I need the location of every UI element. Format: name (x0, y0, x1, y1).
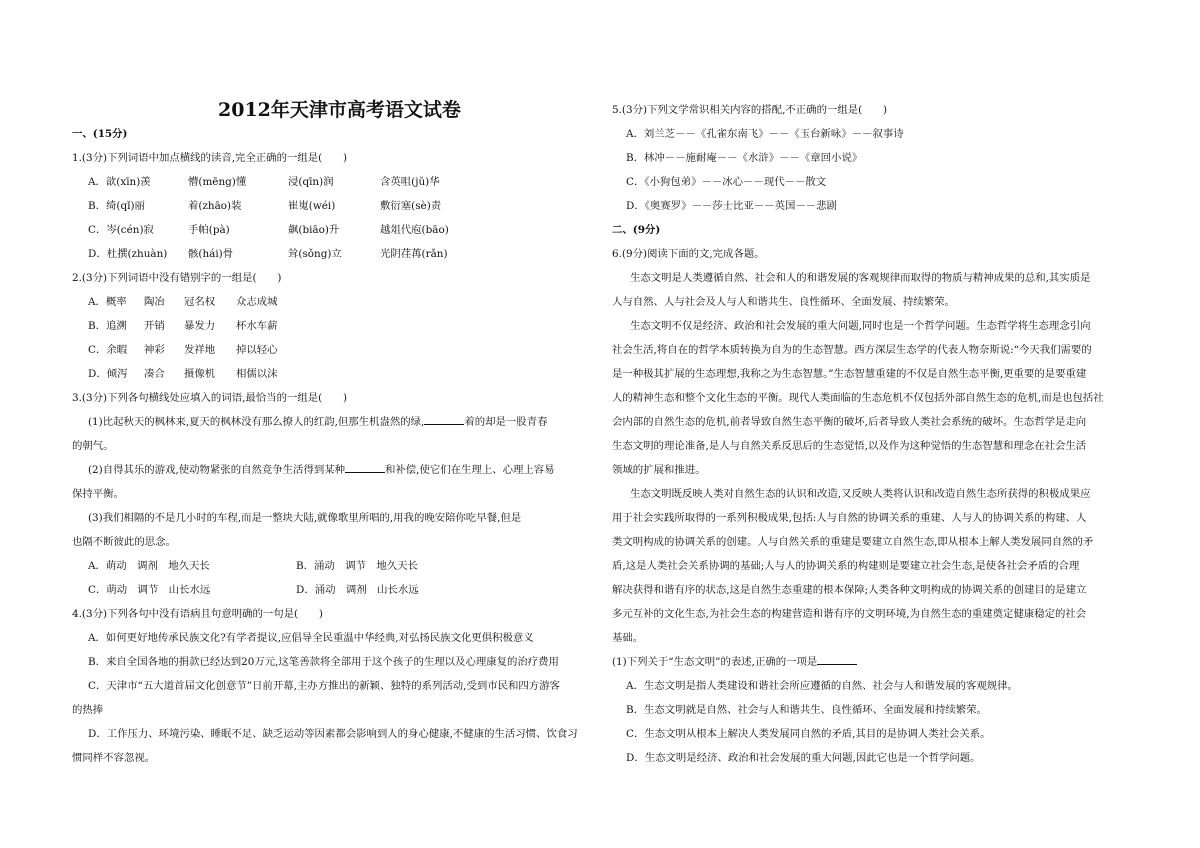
q1-c-word-2: 手帕(pà) (188, 224, 230, 236)
q5-stem: 5.(3分)下列文学常识相关内容的搭配,不正确的一组是( ) (612, 104, 888, 116)
q4-stem: 4.(3分)下列各句中没有语病且句意明确的一句是( ) (72, 608, 323, 620)
q1-b-word-1: B．绮(qǐ)丽 (88, 200, 145, 212)
q3-sentence-2 (88, 463, 555, 477)
q5-option-b: B．林冲－－施耐庵－－《水浒》－－《章回小说》 (626, 152, 863, 164)
q2-a-word-2: 陶冶 (144, 296, 165, 308)
q4-option-d-cont: 惯同样不容忽视。 (72, 752, 156, 764)
q6-p3-line-1: 生态文明既反映人类对自然生态的认识和改造,又反映人类将认识和改造自然生态所获得的积极成果应 (630, 488, 1091, 500)
q6-p1-line-2: 人与自然、人与社会及人与人和谐共生、良性循环、全面发展、持续繁荣。 (612, 296, 955, 308)
q2-b-word-2: 开销 (144, 320, 165, 332)
q1-c-word-1: C．岑(cén)寂 (88, 224, 154, 236)
q1-b-word-4: 敷衍塞(sè)责 (380, 200, 442, 212)
q2-c-word-2: 神彩 (144, 344, 165, 356)
q6-p1-line-1: 生态文明是人类遵循自然、社会和人的和谐发展的客观规律而取得的物质与精神成果的总和,其实质是 (630, 272, 1091, 284)
q3-option-b: B．涌动 调节 地久天长 (296, 560, 418, 572)
q6-sub1-option-a: A．生态文明是指人类建设和谐社会所应遵循的自然、社会与人和谐发展的客观规律。 (626, 680, 1018, 692)
q1-a-word-4: 含英咀(jǔ)华 (380, 176, 440, 188)
q6-p3-line-3: 类文明构成的协调关系的创建。人与自然关系的重建是要建立自然生态,即从根本上解人类发展同自然的矛 (612, 536, 1094, 548)
q2-a-word-1: A．概率 (88, 296, 127, 308)
q2-b-word-4: 杯水车薪 (236, 320, 278, 332)
q1-option-a (88, 175, 440, 189)
q2-option-c (88, 343, 278, 357)
q4-option-c-cont: 的热捧 (72, 704, 104, 716)
q2-c-word-3: 发祥地 (184, 344, 216, 356)
q6-sub1-stem (612, 655, 857, 669)
q3-s2-blank (345, 463, 385, 473)
q3-s1-part-2: 着的却是一股青春 (464, 416, 548, 428)
q2-b-word-1: B．追溯 (88, 320, 127, 332)
q2-d-word-2: 凑合 (144, 368, 165, 380)
q2-d-word-1: D．倾泻 (88, 368, 128, 380)
q6-stem: 6.(9分)阅读下面的文,完成各题。 (612, 248, 765, 260)
q6-p3-line-2: 用于社会实践所取得的一系列积极成果,包括:人与自然的协调关系的重建、人与人的协调关系的构建、人 (612, 512, 1087, 524)
q2-b-word-3: 暴发力 (184, 320, 216, 332)
q1-stem: 1.(3分)下列词语中加点横线的读音,完全正确的一组是( ) (72, 152, 348, 164)
q2-a-word-3: 冠名权 (184, 296, 216, 308)
q1-c-word-4: 越俎代庖(bāo) (380, 224, 449, 236)
q2-option-b (88, 319, 278, 333)
q1-option-d (88, 247, 448, 261)
q3-sentence-2-cont: 保持平衡。 (72, 488, 124, 500)
q6-p2-line-5: 会内部的自然生态的危机,前者导致自然生态平衡的破坏,后者导致人类社会系统的破坏。生态哲学是走向 (612, 416, 1087, 428)
section-heading-1: 一、(15分) (72, 128, 128, 140)
q2-stem: 2.(3分)下列词语中没有错别字的一组是( ) (72, 272, 282, 284)
q1-d-word-2: 骸(hái)骨 (188, 248, 234, 260)
q2-c-word-1: C．余暇 (88, 344, 128, 356)
q6-p3-line-7: 基础。 (612, 632, 644, 644)
q1-option-b (88, 199, 441, 213)
q2-option-a (88, 295, 278, 309)
q6-sub1-option-b: B．生态文明就是自然、社会与人和谐共生、良性循环、全面发展和持续繁荣。 (626, 704, 987, 716)
q2-d-word-3: 摄像机 (184, 368, 216, 380)
q1-d-word-1: D．杜撰(zhuàn) (88, 248, 168, 260)
q5-option-d: D．《奥赛罗》－－莎士比亚－－英国－－悲剧 (626, 200, 837, 212)
q4-option-c: C．天津市“五大道首届文化创意节”日前开幕,主办方推出的新颖、独特的系列活动,受到市民和四方游客 (88, 680, 560, 692)
q6-p2-line-3: 是一种极其扩展的生态理想,我称之为生态智慧。”生态智慧重建的不仅是自然生态平衡,更重要的是要重建 (612, 368, 1087, 380)
q4-option-b: B．来自全国各地的捐款已经达到20万元,这笔善款将全部用于这个孩子的生理以及心理康复的治疗费用 (88, 656, 559, 668)
q6-p2-line-1: 生态文明不仅是经济、政治和社会发展的重大问题,同时也是一个哲学问题。生态哲学将生态理念引向 (630, 320, 1091, 332)
q6-p3-line-5: 解决获得和谐有序的状态,这是自然生态重建的根本保障;人类各种文明构成的协调关系的创建目的是建立 (612, 584, 1087, 596)
q1-a-word-1: A．歆(xīn)羡 (88, 176, 151, 188)
q3-s2-part-2: 和补偿,使它们在生理上、心理上容易 (385, 464, 555, 476)
q3-sentence-1-cont: 的朝气。 (72, 440, 114, 452)
q1-b-word-3: 崔嵬(wéi) (288, 200, 336, 212)
q6-sub1-option-c: C．生态文明从根本上解决人类发展同自然的矛盾,其目的是协调人类社会关系。 (626, 728, 991, 740)
q2-a-word-4: 众志成城 (236, 296, 278, 308)
exam-title: 2012年天津市高考语文试卷 (218, 99, 461, 121)
q6-p2-line-2: 社会生活,将自在的哲学本质转换为自为的生态智慧。西方深层生态学的代表人物奈斯说:“今天我们需要的 (612, 344, 1092, 356)
q3-sentence-1 (88, 415, 547, 429)
q1-a-word-2: 懵(mēng)懂 (188, 176, 247, 188)
q6-p2-line-6: 生态文明的理论准备,是人与自然关系反思后的生态觉悟,以及作为这种觉悟的生态智慧和理念在社会生活 (612, 440, 1087, 452)
q2-option-d (88, 367, 278, 381)
q2-d-word-4: 相儒以沫 (236, 368, 278, 380)
q6-sub1-text: (1)下列关于“生态文明”的表述,正确的一项是 (612, 656, 818, 668)
q1-c-word-3: 飙(biāo)升 (288, 224, 340, 236)
q3-sentence-3-cont: 也隔不断彼此的思念。 (72, 536, 176, 548)
q6-p3-line-4: 盾,这是人类社会关系协调的基础;人与人的协调关系的构建则是要建立社会生态,是使各社会矛盾的合理 (612, 560, 1080, 572)
q1-d-word-4: 光阴荏苒(rǎn) (380, 248, 448, 260)
q6-p3-line-6: 多元互补的文化生态,为社会生态的构建营造和谐有序的文明环境,为自然生态的重建奠定健康稳定的社会 (612, 608, 1087, 620)
q3-option-a: A．萌动 调剂 地久天长 (88, 560, 210, 572)
q1-d-word-3: 耸(sǒng)立 (288, 248, 342, 260)
q4-option-a: A．如何更好地传承民族文化?有学者提议,应倡导全民重温中华经典,对弘扬民族文化更俱积极意义 (88, 632, 534, 644)
q3-s1-blank (424, 415, 464, 425)
q6-p2-line-7: 领域的扩展和推进。 (612, 464, 706, 476)
q1-option-c (88, 223, 449, 237)
q1-a-word-3: 浸(qīn)润 (288, 176, 334, 188)
q3-sentence-3: (3)我们相隔的不是几小时的车程,而是一整块大陆,就像歌里所唱的,用我的晚安陪你吃早餐,但是 (88, 512, 522, 524)
q1-b-word-2: 着(zhāo)装 (188, 200, 242, 212)
q4-option-d: D．工作压力、环境污染、睡眠不足、缺乏运动等因素都会影响到人的身心健康,不健康的生活习惯、饮食习 (88, 728, 578, 740)
q3-s2-part-1: (2)自得其乐的游戏,使动物紧张的自然竞争生活得到某种 (88, 464, 346, 476)
q3-option-d: D．涌动 调剂 山长水远 (296, 584, 419, 596)
q6-p2-line-4: 人的精神生态和整个文化生态的平衡。现代人类面临的生态危机不仅包括外部自然生态的危机,而是也包括社 (612, 392, 1104, 404)
q5-option-a: A．刘兰芝－－《孔雀东南飞》－－《玉台新咏》－－叙事诗 (626, 128, 904, 140)
q3-option-c: C．萌动 调节 山长水远 (88, 584, 211, 596)
section-heading-2: 二、(9分) (612, 224, 661, 236)
q6-sub1-option-d: D．生态文明是经济、政治和社会发展的重大问题,因此它也是一个哲学问题。 (626, 752, 981, 764)
q3-s1-part-1: (1)比起秋天的枫林来,夏天的枫林没有那么撩人的红韵,但那生机盎然的绿, (88, 416, 425, 428)
q5-option-c: C．《小狗包弟》－－冰心－－现代－－散文 (626, 176, 827, 188)
q2-c-word-4: 掉以轻心 (236, 344, 278, 356)
q6-sub1-blank (817, 655, 857, 665)
q3-stem: 3.(3分)下列各句横线处应填入的词语,最恰当的一组是( ) (72, 392, 348, 404)
